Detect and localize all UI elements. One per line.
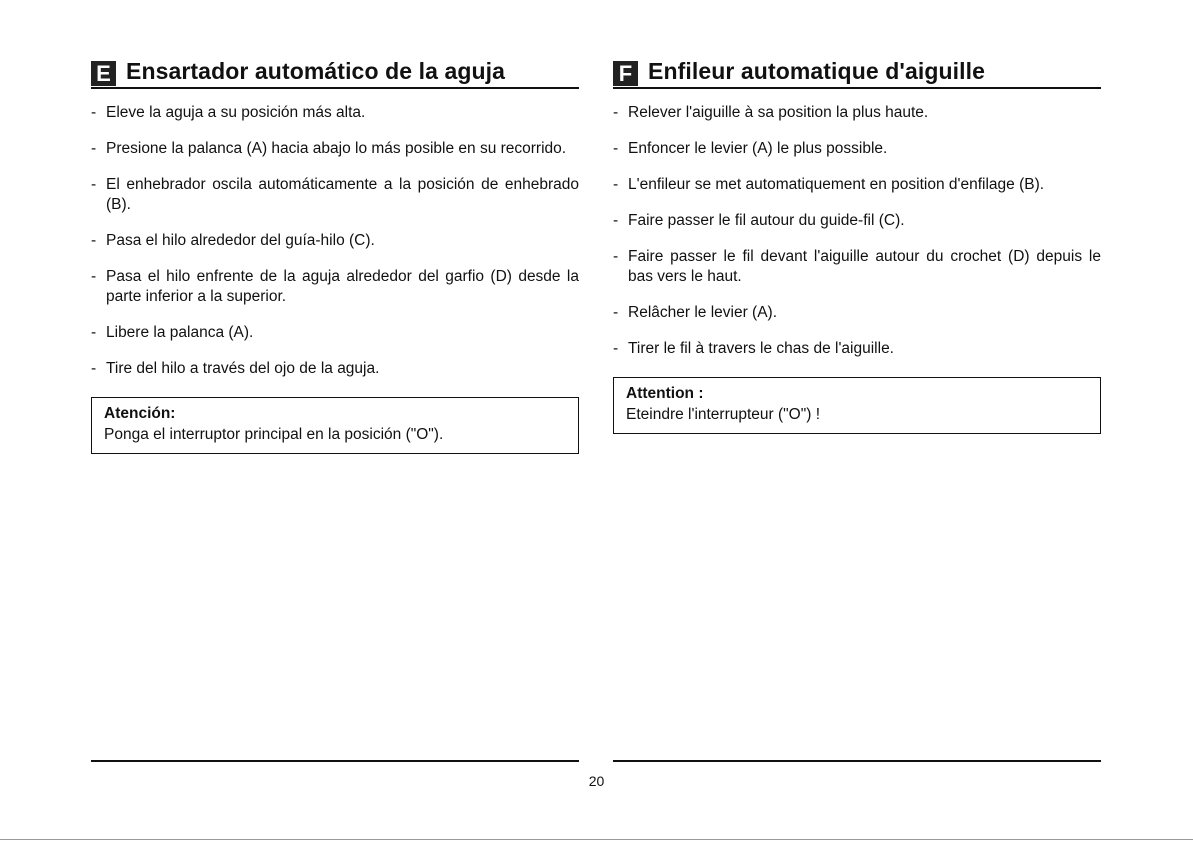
attention-text: Ponga el interruptor principal en la posición ("O").: [104, 426, 444, 443]
page-bottom-rule: [0, 839, 1193, 840]
list-item: - Relâcher le levier (A).: [613, 304, 778, 321]
list-item: - Eleve la aguja a su posición más alta.: [91, 104, 366, 121]
attention-title: Attention :: [626, 385, 704, 402]
footer-divider-right: [613, 760, 1101, 762]
french-heading: [613, 56, 1101, 89]
list-item: - Faire passer le fil devant l'aiguille autour du crochet (D) depuis le bas vers le haut.: [613, 248, 1101, 285]
spanish-section: [91, 56, 579, 454]
list-item: - L'enfileur se met automatiquement en position d'enfilage (B).: [613, 176, 1045, 193]
french-section: [613, 56, 1101, 434]
section-letter-f: F: [613, 61, 638, 86]
list-item: - Enfoncer le levier (A) le plus possible.: [613, 140, 888, 157]
section-letter-e: E: [91, 61, 116, 86]
list-item: - Relever l'aiguille à sa position la plus haute.: [613, 104, 929, 121]
attention-text: Eteindre l'interrupteur ("O") !: [626, 406, 821, 423]
spanish-title: Ensartador automático de la aguja: [126, 58, 506, 84]
french-steps: [613, 103, 1101, 359]
list-item: - Libere la palanca (A).: [91, 324, 254, 341]
list-item: - Pasa el hilo enfrente de la aguja alrededor del garfio (D) desde la parte inferior a la superior.: [91, 268, 579, 305]
list-item: - Tirer le fil à travers le chas de l'aiguille.: [613, 340, 894, 357]
list-item: - Tire del hilo a través del ojo de la aguja.: [91, 360, 380, 377]
page-number: 20: [588, 773, 605, 789]
spanish-steps: [91, 103, 579, 379]
spanish-attention-box: [91, 397, 579, 454]
footer-divider-left: [91, 760, 579, 762]
french-title: Enfileur automatique d'aiguille: [648, 58, 985, 84]
list-item: - Faire passer le fil autour du guide-fil (C).: [613, 212, 905, 229]
attention-title: Atención:: [104, 405, 176, 422]
spanish-heading: [91, 56, 579, 89]
french-attention-box: [613, 377, 1101, 434]
list-item: - Presione la palanca (A) hacia abajo lo más posible en su recorrido.: [91, 140, 567, 157]
list-item: - Pasa el hilo alrededor del guía-hilo (C).: [91, 232, 375, 249]
list-item: - El enhebrador oscila automáticamente a la posición de enhebrado (B).: [91, 176, 579, 213]
